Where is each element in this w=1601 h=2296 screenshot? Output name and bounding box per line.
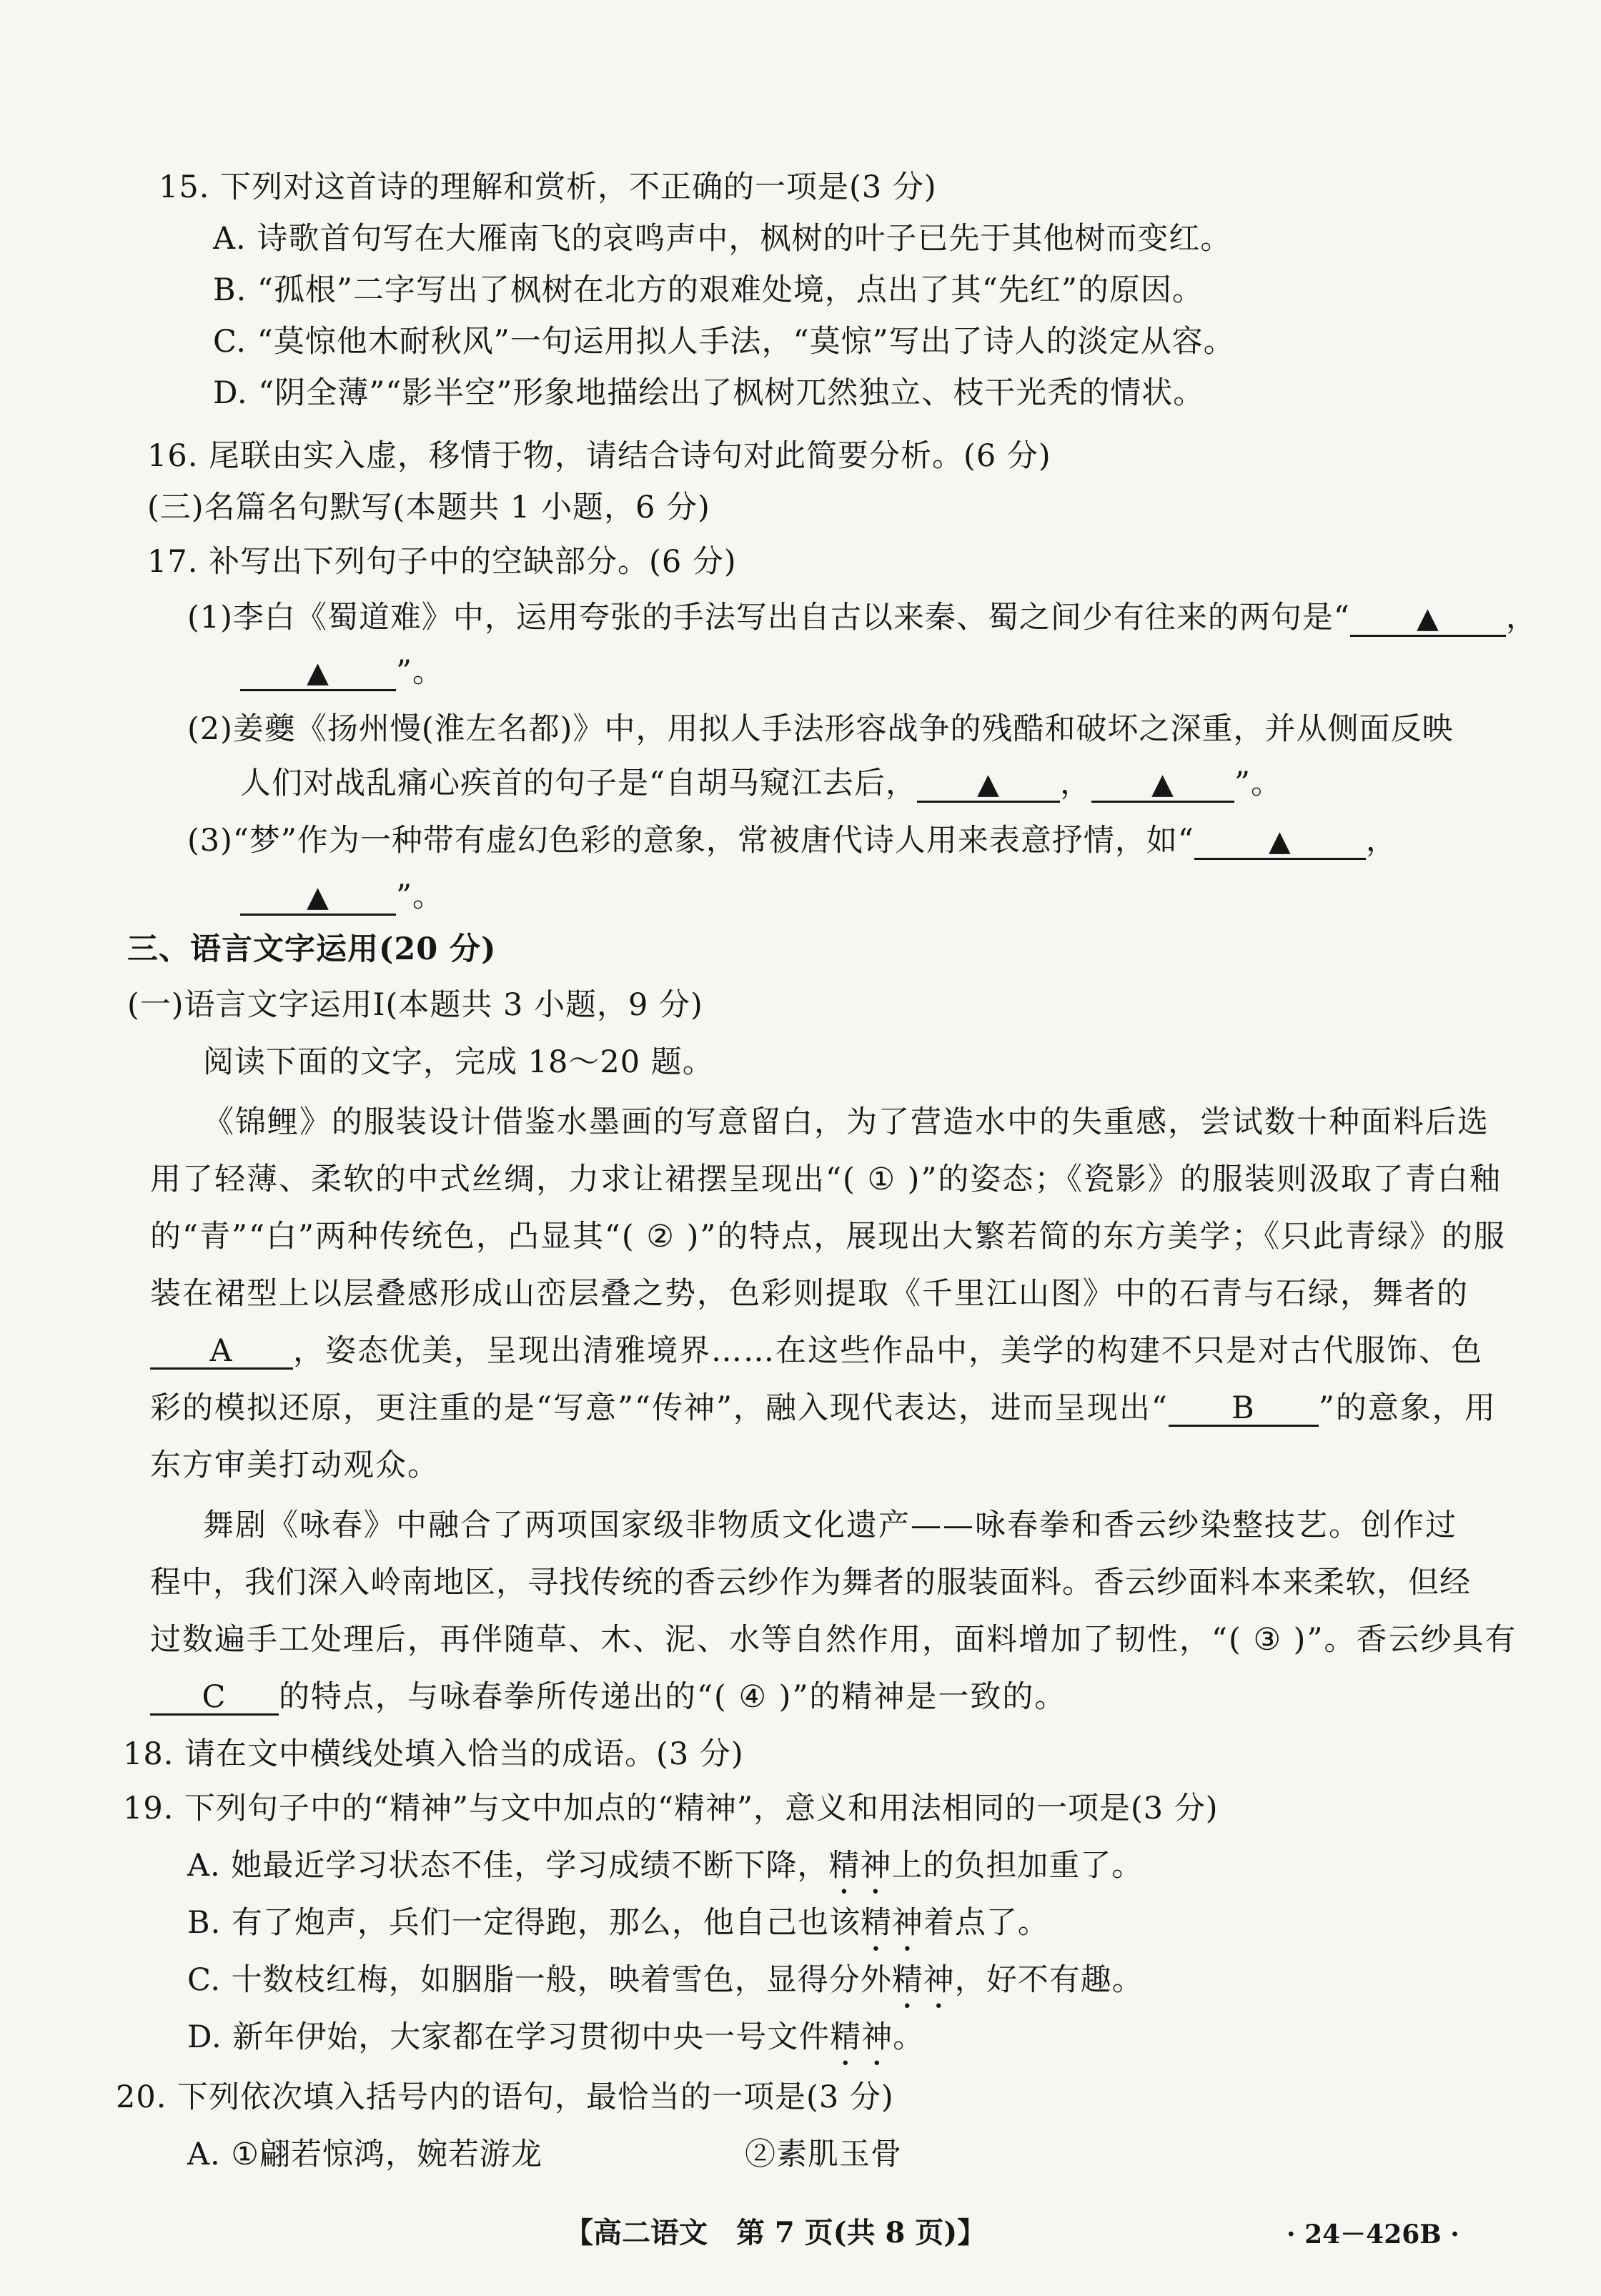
q17-item-2-cont: 人们对战乱痛心疾首的句子是“自胡马窥江去后， ▲ ， ▲ ”。 bbox=[240, 766, 1282, 801]
q19-option-d: D. 新年伊始，大家都在学习贯彻中央一号文件精神。 bbox=[187, 2019, 925, 2055]
q15-option-b: B. “孤根”二字写出了枫树在北方的艰难处境，点出了其“先红”的原因。 bbox=[213, 272, 1204, 308]
page-footer: 【高二语文 第 7 页(共 8 页)】 bbox=[565, 2216, 986, 2250]
q17-item-1-cont: ▲ ”。 bbox=[240, 650, 444, 693]
answer-blank: ▲ bbox=[240, 880, 396, 916]
reading-instruction: 阅读下面的文字，完成 18～20 题。 bbox=[203, 1044, 714, 1080]
q19-option-b: B. 有了炮声，兵们一定得跑，那么，他自己也该精神着点了。 bbox=[187, 1905, 1049, 1941]
sub-heading-language-use-1: (一)语言文字运用Ⅰ(本题共 3 小题，9 分) bbox=[127, 987, 703, 1023]
passage-line: 程中，我们深入岭南地区，寻找传统的香云纱作为舞者的服装面料。香云纱面料本来柔软，但经 bbox=[150, 1565, 1471, 1600]
q20-option-a-part1: A. ①翩若惊鸿，婉若游龙 bbox=[187, 2137, 542, 2172]
q17-item-3-cont: ▲ ”。 bbox=[240, 875, 444, 918]
q18-stem: 18. 请在文中横线处填入恰当的成语。(3 分) bbox=[123, 1736, 744, 1772]
paper-code: · 24－426B · bbox=[1287, 2220, 1459, 2250]
q15-stem: 15. 下列对这首诗的理解和赏析，不正确的一项是(3 分) bbox=[159, 169, 937, 205]
blank-a: A bbox=[150, 1335, 293, 1370]
q17-item-3: (3)“梦”作为一种带有虚幻色彩的意象，常被唐代诗人用来表意抒情，如“ ▲ ， bbox=[187, 823, 1397, 858]
passage-line: 彩的模拟还原，更注重的是“写意”“传神”，融入现代表达，进而呈现出“ B ”的意象，用 bbox=[150, 1390, 1497, 1426]
passage-line: A ，姿态优美，呈现出清雅境界……在这些作品中，美学的构建不只是对古代服饰、色 bbox=[150, 1330, 1483, 1372]
answer-blank: ▲ bbox=[917, 767, 1060, 803]
part-heading-language-use: 三、语言文字运用(20 分) bbox=[127, 931, 497, 967]
q20-option-a-part2: ②素肌玉骨 bbox=[745, 2137, 902, 2172]
q19-option-c: C. 十数枝红梅，如胭脂一般，映着雪色，显得分外精神，好不有趣。 bbox=[187, 1962, 1144, 1998]
q17-item-1: (1)李白《蜀道难》中，运用夸张的手法写出自古以来秦、蜀之间少有往来的两句是“ ▲ ， bbox=[187, 600, 1537, 635]
passage-line: 装在裙型上以层叠感形成山峦层叠之势，色彩则提取《千里江山图》中的石青与石绿，舞者的 bbox=[150, 1276, 1469, 1312]
passage-line: 的“青”“白”两种传统色，凸显其“( ② )”的特点，展现出大繁若简的东方美学；《只此青绿》的服 bbox=[150, 1219, 1506, 1255]
answer-blank: ▲ bbox=[1194, 824, 1366, 860]
q15-option-d: D. “阴全薄”“影半空”形象地描绘出了枫树兀然独立、枝干光秃的情状。 bbox=[213, 375, 1205, 411]
blank-b: B bbox=[1169, 1392, 1319, 1427]
q15-option-a: A. 诗歌首句写在大雁南飞的哀鸣声中，枫树的叶子已先于其他树而变红。 bbox=[213, 221, 1232, 257]
passage-line: 舞剧《咏春》中融合了两项国家级非物质文化遗产——咏春拳和香云纱染整技艺。创作过 bbox=[203, 1508, 1457, 1543]
passage-line: 《锦鲤》的服装设计借鉴水墨画的写意留白，为了营造水中的失重感，尝试数十种面料后选 bbox=[203, 1104, 1490, 1140]
q19-stem: 19. 下列句子中的“精神”与文中加点的“精神”，意义和用法相同的一项是(3 分) bbox=[123, 1791, 1219, 1826]
passage-line: 过数遍手工处理后，再伴随草、木、泥、水等自然作用，面料增加了韧性，“( ③ )”。香云纱具有 bbox=[150, 1622, 1517, 1658]
q15-option-c: C. “莫惊他木耐秋风”一句运用拟人手法，“莫惊”写出了诗人的淡定从容。 bbox=[213, 324, 1235, 360]
passage-line: 用了轻薄、柔软的中式丝绸，力求让裙摆呈现出“( ① )”的姿态；《瓷影》的服装则汲取了青白釉 bbox=[150, 1162, 1502, 1197]
q20-stem: 20. 下列依次填入括号内的语句，最恰当的一项是(3 分) bbox=[116, 2079, 894, 2115]
q16-stem: 16. 尾联由实入虚，移情于物，请结合诗句对此简要分析。(6 分) bbox=[147, 438, 1051, 474]
passage-line: C 的特点，与咏春拳所传递出的“( ④ )”的精神是一致的。 bbox=[150, 1676, 1066, 1718]
answer-blank: ▲ bbox=[1350, 601, 1506, 637]
q19-option-a: A. 她最近学习状态不佳，学习成绩不断下降，精神上的负担加重了。 bbox=[187, 1848, 1144, 1884]
section-heading-recitation: (三)名篇名句默写(本题共 1 小题，6 分) bbox=[147, 490, 710, 525]
passage-line: 东方审美打动观众。 bbox=[150, 1448, 440, 1483]
q17-stem: 17. 补写出下列句子中的空缺部分。(6 分) bbox=[147, 544, 737, 580]
answer-blank: ▲ bbox=[1091, 767, 1234, 803]
blank-c: C bbox=[150, 1681, 279, 1716]
answer-blank: ▲ bbox=[240, 655, 396, 691]
q17-item-2: (2)姜夔《扬州慢(淮左名都)》中，用拟人手法形容战争的残酷和破坏之深重，并从侧面反映 bbox=[187, 711, 1454, 747]
